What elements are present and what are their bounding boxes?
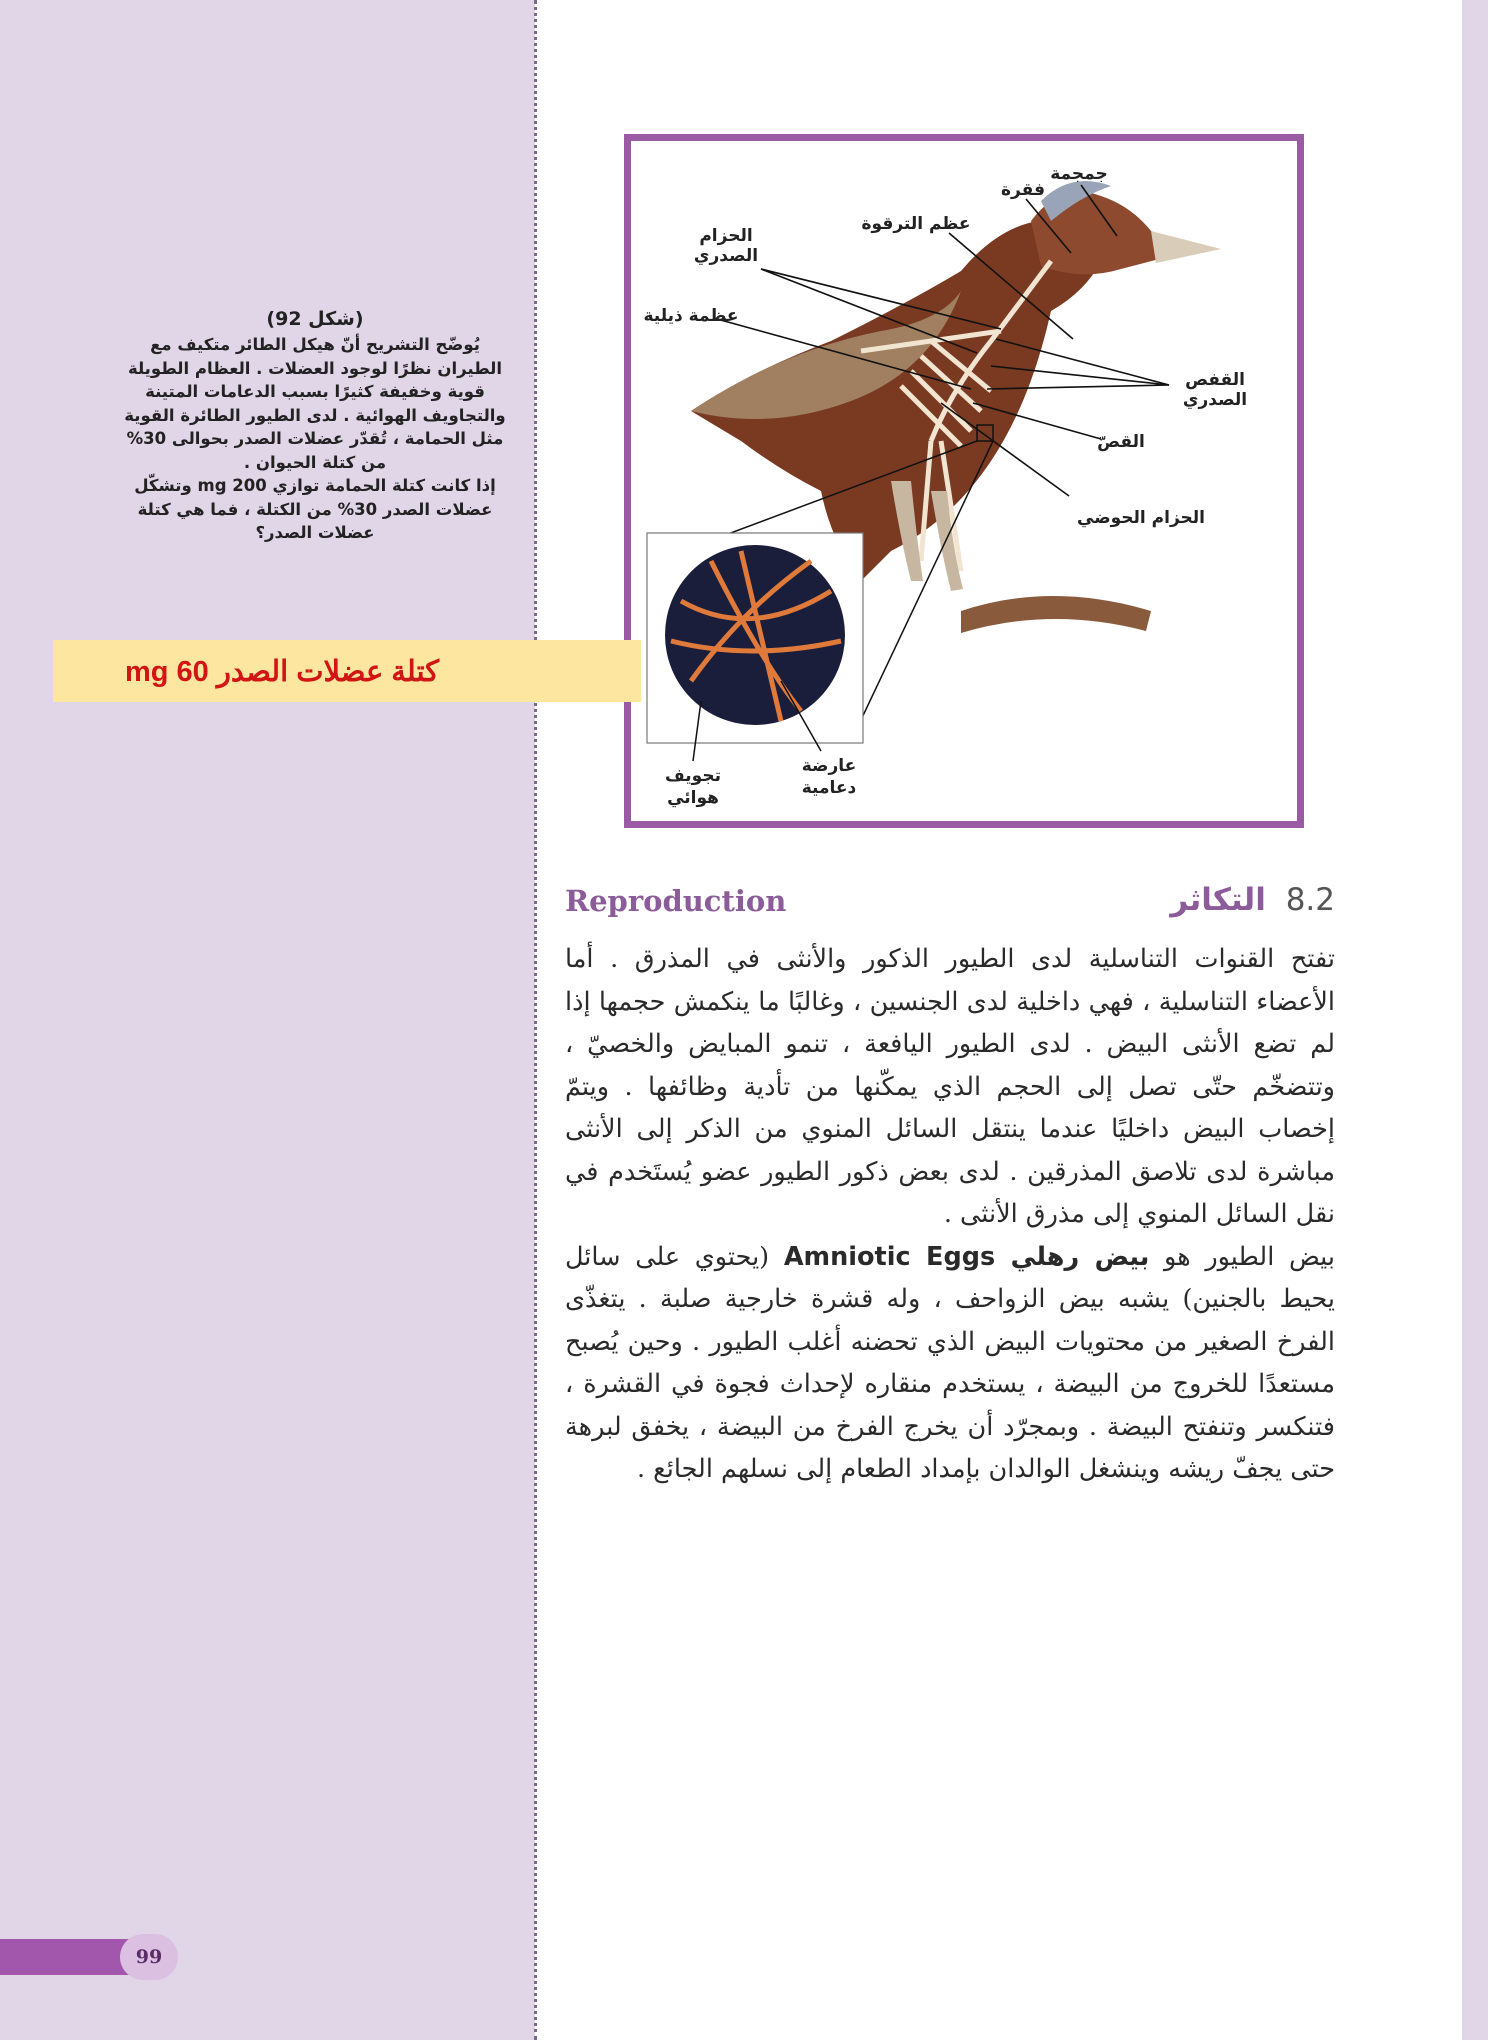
dotted-divider (534, 0, 537, 2040)
inset-micrograph (665, 545, 845, 725)
body-text (565, 938, 1335, 1491)
label-collarbone: عظم الترقوة (861, 214, 971, 234)
paragraph (565, 1236, 1335, 1491)
caption-line: مثل الحمامة ، تُقدّر عضلات الصدر بحوالى 30% (126, 429, 504, 448)
beak-shape (1151, 231, 1221, 263)
label-keel: القصّ (1097, 432, 1145, 452)
section-number: 8.2 (1285, 882, 1335, 918)
page-number-bar (0, 1939, 140, 1975)
answer-highlight-box (53, 640, 641, 702)
label-pelvic-girdle: الحزام الحوضي (1077, 508, 1205, 528)
bird-skeleton-illustration (631, 141, 1297, 821)
label-air-cavity: تجويف (665, 766, 721, 786)
label-rib-cage: القفص (1185, 370, 1245, 390)
caption-title: (شكل 92) (266, 308, 364, 330)
figure-caption (105, 305, 525, 545)
caption-line: عضلات الصدر؟ (255, 523, 375, 542)
bird-skeleton-figure (624, 134, 1304, 828)
paragraph-text: (يحتوي على سائل يحيط بالجنين) يشبه بيض الزواحف ، وله قشرة خارجية صلبة . يتغذّى الفرخ الصغير من محتويات البيض الذي تحضنه أغلب الطيور . وحين يُصبح مستعدًا للخروج من البيضة ، يستخدم منقاره لإحداث فجوة في القشرة ، فتنكسر وتنفتح البيضة . وبمجرّد أن يخرج الفرخ من البيضة ، يخفق لبرهة حتى يجفّ ريشه وينشغل الوالدان بإمداد الطعام إلى نسلهم الجائع . (565, 1241, 1335, 1484)
caption-line: يُوضّح التشريح أنّ هيكل الطائر متكيف مع (150, 335, 480, 354)
label-rib-cage: الصدري (1182, 390, 1248, 410)
branch-shape (961, 596, 1151, 633)
caption-line: إذا كانت كتلة الحمامة توازي 200 mg وتشكّل (134, 476, 496, 495)
caption-line: قوية وخفيفة كثيرًا بسبب الدعامات المتينة (145, 382, 485, 401)
label-pectoral-girdle: الصدري (693, 246, 759, 266)
label-vertebra: فقرة (1001, 180, 1045, 200)
caption-line: من كتلة الحيوان . (243, 452, 387, 472)
section-heading (565, 878, 1335, 934)
caption-line: الطيران نظرًا لوجود العضلات . العظام الطويلة (127, 358, 503, 378)
paragraph: تفتح القنوات التناسلية لدى الطيور الذكور والأنثى في المذرق . أما الأعضاء التناسلية ، فهي داخلية لدى الجنسين ، وغالبًا ما ينكمش حجمها إذا لم تضع الأنثى البيض . لدى الطيور اليافعة ، تنمو المبايض والخصيّ ، وتتضخّم حتّى تصل إلى الحجم الذي يمكّنها من تأدية وظائفها . ويتمّ إخصاب البيض داخليًا عندما ينتقل السائل المنوي من الذكر إلى الأنثى مباشرة لدى تلاصق المذرقين . لدى بعض ذكور الطيور عضو يُستَخدم في نقل السائل المنوي إلى مذرق الأنثى . (565, 944, 1335, 1229)
label-strut: عارضة (801, 756, 857, 776)
label-strut: دعامية (801, 778, 857, 798)
caption-line: عضلات الصدر 30% من الكتلة ، فما هي كتلة (137, 499, 493, 519)
section-title-english: Reproduction (565, 884, 787, 918)
paragraph-text: بيض الطيور هو (1164, 1241, 1335, 1272)
label-tail-bone: عظمة ذيلية (643, 306, 739, 326)
key-term: بيض رهلي Amniotic Eggs (783, 1241, 1150, 1272)
answer-text: كتلة عضلات الصدر 60 mg (124, 655, 440, 688)
section-title-text: التكاثر (1170, 882, 1266, 918)
label-skull: جمجمة (1050, 164, 1108, 184)
label-pectoral-girdle: الحزام (699, 226, 753, 246)
caption-line: والتجاويف الهوائية . لدى الطيور الطائرة القوية (124, 405, 506, 425)
label-air-cavity: هوائي (667, 788, 719, 808)
page-number: 99 (120, 1934, 178, 1980)
right-margin-strip (1462, 0, 1488, 2040)
section-title-arabic (1170, 882, 1335, 918)
